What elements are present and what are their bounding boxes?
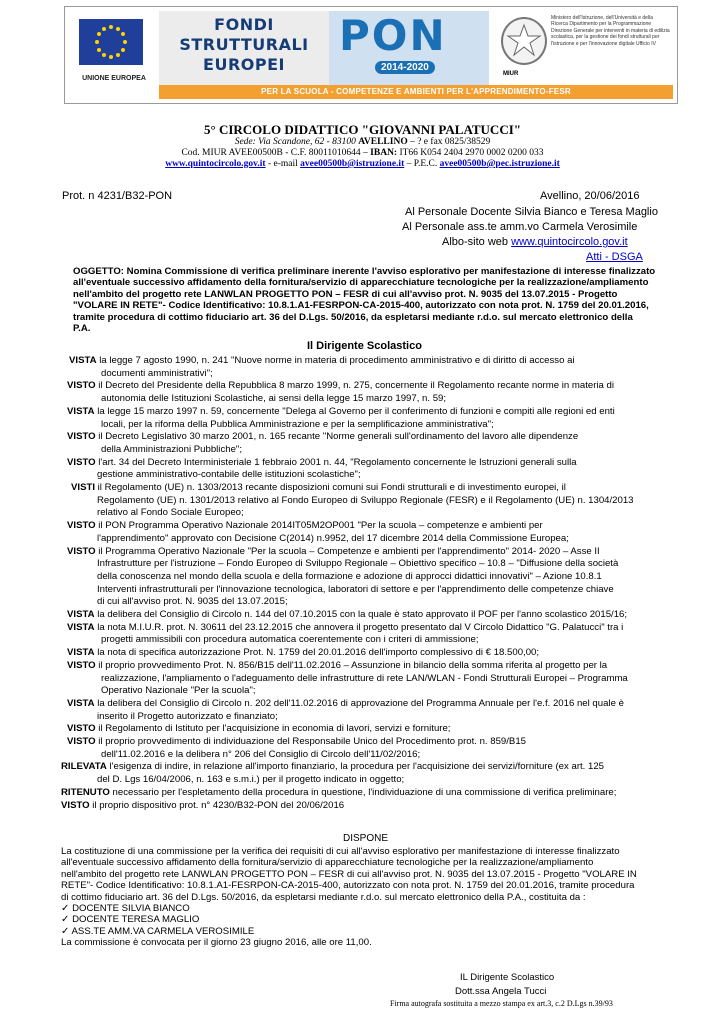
- premise-line: [67, 698, 624, 709]
- premise-text: il Decreto Legislativo 30 marzo 2001, n. 165 recante "Norme generali sull'ordinamento del lavoro alle dipendenze: [98, 431, 579, 443]
- premise-text: necessario per l'espletamento della procedura in questione, l'individuazione di una commissione di verifica preliminare;: [112, 786, 617, 798]
- premise-text: la delibera del Consiglio di Circolo n. 202 dell'11.02.2016 di approvazione del Programma Annuale per l'e.f. 2016 nel quale è: [97, 697, 624, 709]
- school-address: [0, 137, 725, 147]
- premise-keyword: VISTO: [67, 380, 96, 392]
- premise-line: [67, 546, 600, 557]
- dispone-line: di cottimo fiduciario art. 36 del D.Lgs. 50/2016, da espletarsi mediante r.d.o. sul mercato elettronico della P.A., costituita da :: [61, 891, 586, 903]
- premise-keyword: VISTA: [67, 647, 95, 659]
- premise-keyword: VISTO: [67, 659, 96, 671]
- premise-line: [97, 507, 244, 518]
- premise-text: locali, per la riforma della Pubblica Amministrazione e per la semplificazione amministrativa";: [101, 418, 494, 430]
- pec-label: – P.E.C.: [404, 159, 440, 169]
- premise-line: [97, 774, 404, 785]
- premise-text: autonomia delle Istituzioni Scolastiche, ai sensi della legge 15 marzo 1997, n. 59;: [101, 393, 447, 405]
- premise-text: il PON Programma Operativo Nazionale 2014IT05M2OP001 "Per la scuola – competenze e ambienti per: [98, 520, 543, 532]
- miur-description: Ministero dell'Istruzione, dell'Università e della Ricerca Dipartimento per la Programmazione Direzione Generale per interventi in materia di edilizia scolastica, per la gestione dei fondi strutturali per l'istruzione e per l'innovazione digitale Ufficio IV: [551, 15, 670, 47]
- premise-text: relativo al Fondo Sociale Europeo;: [97, 507, 244, 519]
- premise-line: [101, 685, 256, 696]
- premise-keyword: VISTO: [67, 456, 96, 468]
- premise-line: [101, 368, 213, 379]
- premise-text: progetti ammissibili con procedura automatica coerentemente con i criteri di ammissione;: [101, 634, 479, 646]
- subject-block: [73, 266, 655, 334]
- premise-line: [97, 571, 602, 582]
- premise-line: [101, 673, 628, 684]
- premise-keyword: VISTO: [67, 545, 96, 557]
- checkmark-icon: ✓: [61, 914, 70, 926]
- subject-line: tramite procedura di cottimo fiduciario art. 36 del D.Lgs. 50/2016, da espletarsi mediante r.d.o. sul mercato elettronico della: [73, 311, 633, 323]
- atti-dsga-link[interactable]: Atti - DSGA: [586, 251, 643, 263]
- dispone-line: nell'ambito del progetto rete LANWLAN PROGETTO PON – FESR di cui all'avviso prot. N. 9035 del 13.07.2015 - Progetto "VOLARE IN: [61, 868, 637, 880]
- premise-line: [61, 800, 344, 811]
- signature-name: Dott.ssa Angela Tucci: [455, 986, 547, 997]
- member-item: [61, 926, 637, 937]
- premise-text: realizzazione, l'ampliamento o l'adeguamento delle infrastrutture di rete LAN/WLAN - Fondi Strutturali Europei – Programma: [101, 672, 628, 684]
- albo-website-link[interactable]: www.quintocircolo.gov.it: [511, 236, 628, 248]
- fondi-strutturali-logo: [159, 11, 329, 85]
- premise-text: la nota di specifica autorizzazione Prot. N. 1759 del 20.01.2016 dell'importo complessivo di € 18.500,00;: [97, 647, 540, 659]
- premise-text: il Decreto del Presidente della Repubblica 8 marzo 1999, n. 275, concernente il Regolamento recante norme in materia di: [98, 380, 614, 392]
- premise-line: [97, 711, 278, 722]
- premise-text: il Programma Operativo Nazionale "Per la scuola – Competenze e ambienti per l'apprendimento" 2014- 2020 – Asse II: [98, 545, 600, 557]
- signature-note: Firma autografa sostituita a mezzo stampa ex art.3, c.2 D.Lgs n.39/93: [390, 999, 613, 1008]
- premise-keyword: VISTO: [67, 431, 96, 443]
- dirigente-heading: Il Dirigente Scolastico: [307, 340, 422, 352]
- eu-flag-icon: [79, 19, 143, 65]
- website-link[interactable]: www.quintocircolo.gov.it: [165, 159, 266, 169]
- fondi-line-2: STRUTTURALI: [179, 35, 309, 54]
- premise-text: Operativo Nazionale "Per la scuola";: [101, 685, 256, 697]
- codes-text: Cod. MIUR AVEE00500B - C.F. 80011010644 –: [181, 148, 371, 158]
- recipient-line: [586, 251, 643, 263]
- premise-line: [97, 584, 614, 595]
- premise-keyword: RITENUTO: [61, 786, 110, 798]
- premise-text: Interventi infrastrutturali per l'innovazione tecnologica, laboratori di settore e per l'apprendimento delle competenze chiave: [97, 583, 614, 595]
- document-date: Avellino, 20/06/2016: [540, 190, 640, 202]
- convocation-text: La commissione è convocata per il giorno 23 giugno 2016, alle ore 11,00.: [61, 937, 372, 949]
- premise-keyword: VISTA: [67, 609, 95, 620]
- premise-text: la legge 15 marzo 1997 n. 59, concernente "Delega al Governo per il conferimento di funzioni e compiti alle regioni ed enti: [97, 405, 615, 417]
- premise-text: il Regolamento (UE) n. 1303/2013 recante disposizioni comuni sui Fondi strutturali e di investimento europei, il: [97, 482, 566, 493]
- premise-line: [67, 609, 627, 620]
- subject-line: OGGETTO: Nomina Commissione di verifica preliminare inerente l'avviso esplorativo per manifestazione di interesse finalizzato: [73, 266, 656, 277]
- premise-keyword: VISTO: [61, 799, 90, 811]
- email-link[interactable]: avee00500b@istruzione.it: [300, 159, 405, 169]
- premise-line: [97, 533, 569, 544]
- eu-label: UNIONE EUROPEA: [82, 75, 146, 82]
- fondi-line-3: EUROPEI: [203, 55, 285, 74]
- iban-value: IT66 K054 2404 2970 0002 0200 033: [397, 148, 544, 158]
- miur-logo: [495, 11, 673, 85]
- premise-line: [101, 419, 494, 430]
- subject-line: P.A.: [73, 323, 91, 335]
- pon-logo: [329, 11, 489, 85]
- premise-line: [69, 355, 575, 366]
- premise-text: il proprio provvedimento Prot. N. 856/B15 dell'11.02.2016 – Assunzione in bilancio della somma riferita al progetto per la: [98, 659, 608, 671]
- header-banner: [64, 6, 678, 104]
- signature-title: IL Dirigente Scolastico: [460, 972, 555, 983]
- premise-line: [101, 393, 446, 404]
- recipient-line: [442, 236, 628, 248]
- premise-line: [67, 660, 607, 671]
- subject-line: "VOLARE IN RETE"- Codice Identificativo: 10.8.1.A1-FESRPON-CA-2015-400, autorizzato con nota prot. N. 1759 del 20.01.2016,: [73, 300, 649, 312]
- premise-line: [67, 622, 623, 633]
- premise-keyword: VISTA: [69, 355, 97, 366]
- premise-keyword: VISTO: [67, 736, 96, 747]
- premise-keyword: RILEVATA: [61, 761, 107, 773]
- premise-keyword: VISTA: [67, 621, 95, 633]
- premise-keyword: VISTI: [71, 482, 95, 493]
- checkmark-icon: ✓: [61, 903, 70, 915]
- email-label: - e-mail: [265, 159, 301, 169]
- italian-republic-emblem-icon: [501, 17, 547, 65]
- premise-keyword: VISTO: [67, 723, 96, 735]
- premise-text: dell'11.02.2016 e la delibera n° 206 del Consiglio di Circolo dell'11/02/2016;: [101, 748, 421, 760]
- premise-line: [67, 457, 577, 468]
- premise-text: il proprio dispositivo prot. n° 4230/B32-PON del 20/06/2016: [92, 799, 345, 811]
- premise-text: la legge 7 agosto 1990, n. 241 "Nuove norme in materia di procedimento amministrativo e di diritto di accesso ai: [99, 355, 575, 366]
- premise-line: [61, 787, 616, 798]
- pon-years: 2014-2020: [375, 61, 435, 74]
- premise-keyword: VISTA: [67, 405, 95, 417]
- premise-text: l'esigenza di indire, in relazione all'importo finanziario, la procedura per l'acquisizione dei servizi/forniture (ex art. 125: [109, 761, 605, 773]
- iban-label: IBAN:: [370, 148, 398, 158]
- pon-tagline: PER LA SCUOLA - COMPETENZE E AMBIENTI PER L'APPRENDIMENTO-FESR: [159, 85, 673, 99]
- albo-label: Albo-sito web: [442, 236, 512, 248]
- premise-line: [67, 380, 614, 391]
- premise-text: Regolamento (UE) n. 1301/2013 relativo al Fondo Europeo di Sviluppo Regionale (FESR) e il Regolamento (UE) n. 1304/2013: [97, 494, 634, 506]
- protocol-number: Prot. n 4231/B32-PON: [62, 190, 173, 202]
- premise-line: [67, 406, 615, 417]
- premise-line: [67, 723, 450, 734]
- premise-text: il Regolamento di Istituto per l'acquisizione in economia di lavori, servizi e forniture;: [98, 723, 451, 735]
- member-name: DOCENTE TERESA MAGLIO: [72, 914, 200, 926]
- premise-keyword: VISTA: [67, 697, 95, 709]
- subject-line: all'eventuale successivo affidamento della fornitura/servizio di apparecchiature tecnologiche per la realizzazione/ampliamento: [73, 277, 649, 289]
- premise-line: [97, 469, 361, 480]
- dispone-heading: DISPONE: [343, 833, 389, 844]
- dispone-line: La costituzione di una commissione per la verifica dei requisiti di cui all'avviso esplorativo per manifestazione di interesse finalizzato: [61, 846, 620, 857]
- premise-line: [67, 520, 543, 531]
- premise-text: l'art. 34 del Decreto Interministeriale 1 febbraio 2001 n. 44, "Regolamento concernente le Istruzioni generali sulla: [98, 456, 577, 468]
- premise-text: della Amministrazioni Pubbliche";: [101, 443, 242, 455]
- premise-text: documenti amministrativi";: [101, 367, 213, 379]
- school-contacts: [0, 159, 725, 169]
- premise-text: la nota M.I.U.R. prot. N. 30611 del 23.12.2015 che annovera il progetto presentato dal V Circolo Didattico "G. Palatucci" tra i: [97, 621, 624, 633]
- address-city: AVELLINO: [358, 137, 408, 147]
- recipient-line: Al Personale Docente Silvia Bianco e Teresa Maglio: [405, 206, 658, 218]
- premise-line: [97, 596, 288, 607]
- premise-text: inserito il Progetto autorizzato e finanziato;: [97, 710, 278, 722]
- premise-keyword: VISTO: [67, 520, 96, 532]
- address-street: Sede: Via Scandone, 62 - 83100: [234, 137, 356, 147]
- fondi-line-1: FONDI: [214, 15, 274, 34]
- premise-text: gestione amministrativo-contabile delle istituzioni scolastiche";: [97, 469, 361, 481]
- dispone-line: RETE"- Codice Identificativo: 10.8.1.A1-FESRPON-CA-2015-400, autorizzato con nota prot. N. 1759 del 20.01.2016, tramite procedura: [61, 880, 635, 892]
- premise-line: [97, 495, 634, 506]
- miur-label: MIUR: [503, 71, 519, 77]
- premise-line: [101, 634, 479, 645]
- dispone-block: [61, 846, 637, 949]
- premise-text: della conoscenza nel mondo della scuola e della formazione e adozione di approcci didattici innovativi" – Azione 10.8.1: [97, 570, 602, 582]
- premise-line: [67, 431, 578, 442]
- premise-line: [71, 482, 566, 493]
- eu-logo: [69, 11, 151, 89]
- premise-line: [97, 558, 618, 569]
- premise-line: [101, 444, 242, 455]
- premise-text: Infrastrutture per l'istruzione – Fondo Europeo di Sviluppo Regionale – Obiettivo specifico – 10.8 – "Diffusione della società: [97, 558, 619, 570]
- premise-text: del D. Lgs 16/04/2006, n. 163 e s.m.i.) per il progetto indicato in oggetto;: [97, 774, 405, 786]
- address-phone: – ? e fax 0825/38529: [407, 137, 491, 147]
- premise-text: di cui all'avviso prot. N. 9035 del 13.07.2015;: [97, 596, 288, 608]
- premise-line: [61, 761, 604, 772]
- checkmark-icon: ✓: [61, 925, 70, 937]
- member-name: ASS.TE AMM.VA CARMELA VEROSIMILE: [71, 925, 255, 937]
- premise-line: [67, 647, 539, 658]
- member-name: DOCENTE SILVIA BIANCO: [72, 903, 190, 915]
- pon-title: PON: [339, 11, 447, 60]
- member-item: [61, 914, 637, 925]
- school-name: 5° CIRCOLO DIDATTICO "GIOVANNI PALATUCCI": [204, 122, 521, 137]
- member-item: [61, 903, 637, 914]
- premise-line: [101, 749, 420, 760]
- premise-line: [67, 736, 526, 747]
- school-codes: [0, 148, 725, 158]
- premise-text: l'apprendimento" approvato con Decisione C(2014) n.9952, del 17 dicembre 2014 della Commissione Europea;: [97, 532, 569, 544]
- premise-text: la delibera del Consiglio di Circolo n. 144 del 07.10.2015 con la quale è stato approvato il POF per l'anno scolastico 2015/16;: [97, 609, 628, 620]
- premise-text: il proprio provvedimento di individuazione del Responsabile Unico del Procedimento prot. n. 859/B15: [98, 736, 527, 747]
- dispone-line: all'eventuale successivo affidamento della fornitura/servizio di apparecchiature tecnologiche per la realizzazione/ampliamento: [61, 857, 594, 869]
- pec-link[interactable]: avee00500b@pec.istruzione.it: [439, 159, 560, 169]
- subject-line: nell'ambito del progetto rete LANWLAN PROGETTO PON – FESR di cui all'avviso prot. N. 9035 del 13.07.2015 - Progetto: [73, 288, 618, 300]
- recipient-line: Al Personale ass.te amm.vo Carmela Verosimile: [402, 221, 638, 233]
